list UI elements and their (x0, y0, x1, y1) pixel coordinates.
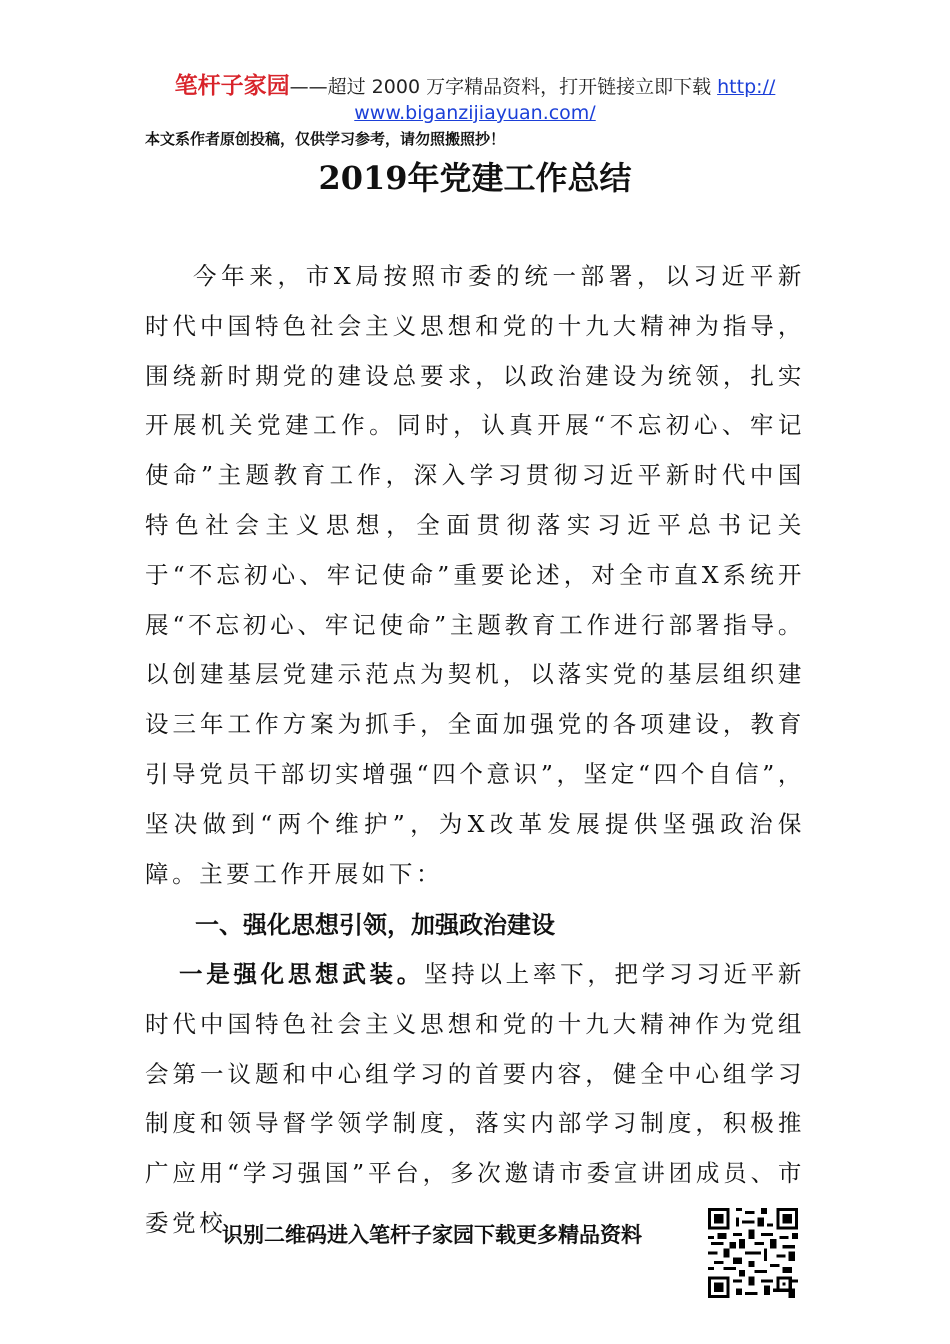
download-link-part1[interactable]: http:// (717, 76, 776, 98)
paragraph-body: 坚持以上率下，把学习习近平新时代中国特色社会主义思想和党的十九大精神作为党组会第一议题和中心组学习的首要内容，健全中心组学习制度和领导督学领学制度，落实内部学习制度，积极推广应用“学习强国”平台，多次邀请市委宣讲团成员、市委党校 (145, 960, 805, 1237)
header-tagline: ——超过 2000 万字精品资料，打开链接立即下载 (289, 76, 718, 98)
header-link-line (0, 100, 950, 126)
header-banner (0, 72, 950, 101)
section-paragraph (145, 950, 805, 1249)
brand-name: 笔杆子家园 (174, 73, 290, 99)
disclaimer: 本文系作者原创投稿，仅供学习参考，请勿照搬照抄！ (145, 130, 506, 148)
download-link-part2[interactable]: www.biganzijiayuan.com/ (354, 102, 596, 124)
footer-caption: 识别二维码进入笔杆子家园下载更多精品资料 (222, 1223, 642, 1247)
qr-code-icon[interactable] (708, 1208, 798, 1298)
section-heading: 一、强化思想引领，加强政治建设 (195, 911, 555, 939)
document-title: 2019年党建工作总结 (318, 159, 632, 197)
paragraph-lead: 一是强化思想武装。 (179, 960, 424, 988)
intro-paragraph: 今年来，市X局按照市委的统一部署，以习近平新时代中国特色社会主义思想和党的十九大精神为指导，围绕新时期党的建设总要求，以政治建设为统领，扎实开展机关党建工作。同时，认真开展“不忘初心、牢记使命”主题教育工作，深入学习贯彻习近平新时代中国特色社会主义思想，全面贯彻落实习近平总书记关于“不忘初心、牢记使命”重要论述，对全市直X系统开展“不忘初心、牢记使命”主题教育工作进行部署指导。以创建基层党建示范点为契机，以落实党的基层组织建设三年工作方案为抓手，全面加强党的各项建设，教育引导党员干部切实增强“四个意识”，坚定“四个自信”，坚决做到“两个维护”，为X改革发展提供坚强政治保障。主要工作开展如下： (145, 262, 805, 888)
